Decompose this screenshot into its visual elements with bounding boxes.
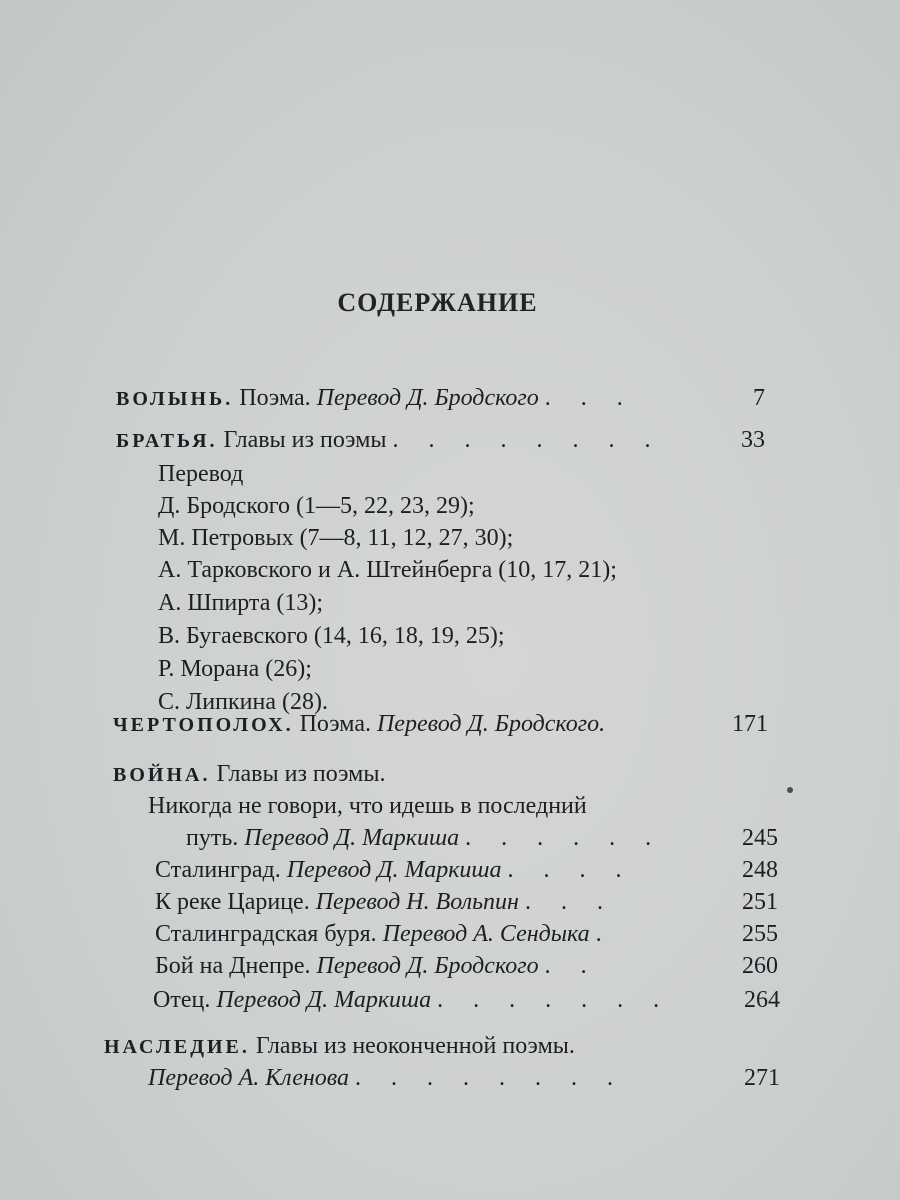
- entry-title: ВОЛЫНЬ.: [116, 388, 234, 410]
- translator-line: С. Липкина (28).: [158, 689, 328, 715]
- item-title: Сталинград.: [155, 857, 281, 883]
- translator-line: В. Бугаевского (14, 16, 18, 19, 25);: [158, 623, 505, 649]
- translator-line: А. Тарковского и А. Штейнберга (10, 17, 21);: [158, 557, 617, 583]
- war-item-4: [155, 916, 614, 952]
- page-number: 245: [742, 825, 778, 851]
- war-item-1: [186, 820, 663, 856]
- entry-title: ВОЙНА.: [113, 764, 211, 786]
- toc-entry-voyna: [113, 756, 385, 792]
- entry-genre: Главы из поэмы: [223, 427, 387, 453]
- leader-dots: . . . .: [507, 857, 634, 883]
- leader-dots: . . . . . . . .: [392, 427, 663, 453]
- entry-genre: Главы из поэмы.: [216, 761, 386, 787]
- leader-dots: . . .: [544, 385, 635, 411]
- translator-line: М. Петровых (7—8, 11, 12, 27, 30);: [158, 525, 514, 551]
- item-translator: Перевод Д. Маркиша: [216, 987, 432, 1013]
- page-number: 171: [732, 711, 768, 737]
- war-item-5: [155, 948, 599, 984]
- translator-line: А. Шпирта (13);: [158, 590, 323, 616]
- war-item-line1: Никогда не говори, что идешь в последний: [148, 793, 587, 819]
- item-title: Отец.: [153, 987, 211, 1013]
- entry-genre: Поэма.: [239, 385, 311, 411]
- nasledie-translator-line: [148, 1060, 625, 1096]
- item-title: К реке Царице.: [155, 889, 310, 915]
- toc-entry-bratya: [116, 422, 663, 458]
- leader-dots: . . . . . .: [465, 825, 664, 851]
- item-title: Бой на Днепре.: [155, 953, 311, 979]
- ink-speck: [787, 787, 793, 793]
- leader-dots: . . .: [524, 889, 615, 915]
- item-translator: Перевод Д. Маркиша: [244, 825, 460, 851]
- entry-translator: Перевод Д. Бродского.: [376, 711, 606, 737]
- toc-entry-chertopolokh: [113, 706, 605, 742]
- leader-dots: . . . . . . .: [437, 987, 672, 1013]
- entry-title: НАСЛЕДИЕ.: [104, 1036, 250, 1058]
- page-number: 255: [742, 921, 778, 947]
- leader-dots: .: [595, 921, 614, 947]
- entry-translator: Перевод Д. Бродского: [316, 385, 539, 411]
- entry-genre: Главы из неоконченной поэмы.: [255, 1033, 575, 1059]
- entry-translator: Перевод А. Кленова: [148, 1065, 350, 1091]
- item-translator: Перевод А. Сендыка: [382, 921, 590, 947]
- item-translator: Перевод Д. Бродского: [316, 953, 539, 979]
- item-translator: Перевод Д. Маркиша: [286, 857, 502, 883]
- page-number: 251: [742, 889, 778, 915]
- page-number: 7: [753, 385, 765, 411]
- leader-dots: . .: [544, 953, 599, 979]
- page-number: 248: [742, 857, 778, 883]
- toc-entry-volyn: [116, 380, 635, 416]
- translator-line: Р. Морана (26);: [158, 656, 312, 682]
- entry-title: БРАТЬЯ.: [116, 430, 218, 452]
- page-title: СОДЕРЖАНИЕ: [337, 288, 538, 317]
- toc-entry-nasledie: [104, 1028, 575, 1064]
- war-item-2: [155, 852, 634, 888]
- item-title: Сталинградская буря.: [155, 921, 377, 947]
- leader-dots: . . . . . . . .: [355, 1065, 626, 1091]
- translator-line: Перевод: [158, 461, 244, 487]
- page-number: 271: [744, 1065, 780, 1091]
- war-item-6: [153, 982, 671, 1018]
- translator-line: Д. Бродского (1—5, 22, 23, 29);: [158, 493, 475, 519]
- page-number: 33: [741, 427, 765, 453]
- entry-title: ЧЕРТОПОЛОХ.: [113, 714, 294, 736]
- item-title: путь.: [186, 825, 239, 851]
- item-translator: Перевод Н. Вольпин: [315, 889, 519, 915]
- page-number: 260: [742, 953, 778, 979]
- entry-genre: Поэма.: [299, 711, 371, 737]
- page-number: 264: [744, 987, 780, 1013]
- war-item-3: [155, 884, 615, 920]
